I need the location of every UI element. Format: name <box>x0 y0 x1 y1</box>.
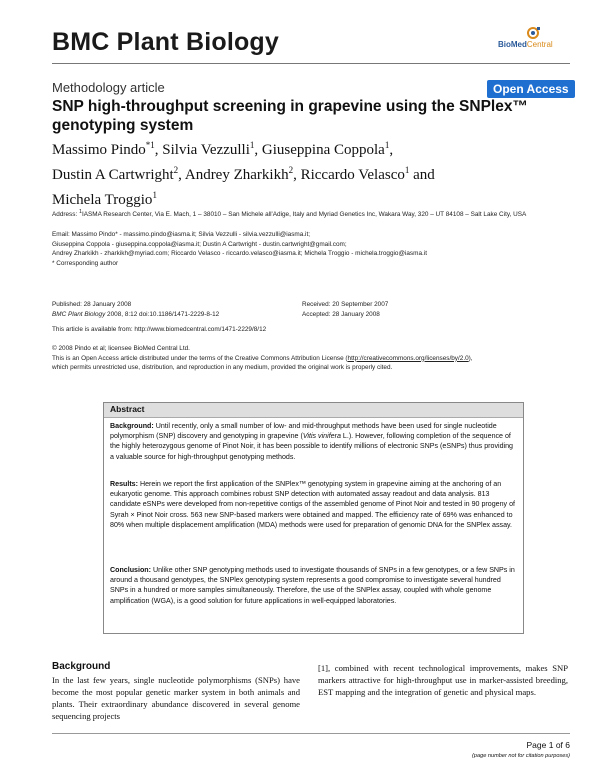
abstract-background: Background: Until recently, only a small number of low- and mid-throughput methods have been used for single nucleotide polymorphism (SNP) discovery and genotyping in grapevine (Vitis vinifera L.). However, following completion of the sequence of the highly heterozygous genome of Pinot Noir, it has been possible to identify millions of electronic SNPs (eSNPs) thus providing a valuable source for high-throughput genotyping methods. <box>110 422 513 461</box>
open-access-badge: Open Access <box>487 80 575 98</box>
biomed-central-logo-icon <box>522 26 544 40</box>
abstract-header <box>104 403 523 418</box>
copyright-block <box>52 344 552 373</box>
author-name[interactable]: Andrey Zharkikh <box>184 167 289 183</box>
email-line[interactable]: Andrey Zharkikh - zharkikh@myriad.com; Riccardo Velasco - riccardo.velasco@iasma.it; Michela Troggio - michela.troggio@iasma.it <box>52 250 427 258</box>
license-text: This is an Open Access article distributed under the terms of the Creative Commons Attribution License (http://creativecommons.org/licenses/by/2.0), <box>52 354 473 362</box>
page-number: Page 1 of 6 <box>526 740 570 750</box>
received-date: Received: 20 September 2007 <box>302 301 389 308</box>
email-line[interactable]: Email: Massimo Pindo* - massimo.pindo@iasma.it; Silvia Vezzulli - silvia.vezzulli@iasma.it; <box>52 231 311 238</box>
license-text-cont: which permits unrestricted use, distribution, and reproduction in any medium, provided the original work is properly cited. <box>52 364 393 372</box>
accepted-date: Accepted: 28 January 2008 <box>302 310 380 318</box>
header-rule <box>52 63 570 64</box>
email-line[interactable]: Giuseppina Coppola - giuseppina.coppola@iasma.it; Dustin A Cartwright - dustin.cartwright@gmail.com; <box>52 240 347 248</box>
published-date: Published: 28 January 2008 <box>52 301 132 308</box>
publication-info <box>52 300 292 319</box>
author-name[interactable]: Giuseppina Coppola <box>261 142 385 158</box>
affiliation: Address: $^1$IASMA Research Center, Via E. Mach, 1 – 38010 – San Michele all'Adige, Italy and Myriad Genetics Inc, Wakara Way, 320 – UT 84108 – Salt Lake City, USA <box>52 209 527 219</box>
abstract-box <box>103 402 524 634</box>
author-name[interactable]: Michela Troggio <box>52 192 153 208</box>
body-left-column: In the last few years, single nucleotide polymorphisms (SNPs) have become the most popular genetic marker system in both animals and plants. Their extraordinary abundance discovered in several genome sequencing projects <box>52 675 300 721</box>
footer-rule <box>52 733 570 734</box>
article-type: Methodology article <box>52 80 165 95</box>
submission-dates <box>302 300 552 319</box>
license-link[interactable]: http://creativecommons.org/licenses/by/2.0 <box>347 354 469 362</box>
logo-biomed: BioMed <box>498 40 527 49</box>
body-right-column: [1], combined with recent technological improvements, makes SNP markers attractive for high-throughput use in marker-assisted breeding, EST mapping and the integration of genetic and physical maps. <box>318 663 568 697</box>
logo-central: Central <box>526 40 553 49</box>
citation: BMC Plant Biology 2008, 8:12 doi:10.1186/1471-2229-8-12 <box>52 310 220 318</box>
abstract-results: Results: Herein we report the first application of the SNPlex™ genotyping system in grapevine aiming at the anchoring of an eukaryotic genome. This approach combines robust SNP detection with automated assay readout and data analysis. 813 candidate eSNPs were developed from non-repetitive contigs of the assembled genome of Pinot Noir and tested in 90 progeny of Syrah × Pinot Noir cross. 563 new SNP-based markers were obtained and mapped. The efficiency rate of 69% was enhanced to 80% when multiple displacement amplification (MDA) methods were used for preparation of genomic DNA for the SNPlex assay. <box>110 480 515 529</box>
author-name[interactable]: Silvia Vezzulli <box>162 142 250 158</box>
article-title: SNP high-throughput screening in grapevine using the SNPlex™ genotyping system <box>52 98 528 134</box>
corresponding-author-note: * Corresponding author <box>52 259 119 267</box>
biomed-central-logo <box>498 26 568 54</box>
author-name[interactable]: Massimo Pindo <box>52 142 146 158</box>
author-emails <box>52 230 552 268</box>
page-note: (page number not for citation purposes) <box>472 753 570 759</box>
author-name[interactable]: Dustin A Cartwright <box>52 167 174 183</box>
abstract-heading: Abstract <box>110 404 145 414</box>
author-list: Massimo Pindo$^{*1}$, Silvia Vezzulli$^1$, Giuseppina Coppola$^1$, Dustin A Cartwright$^2$, Andrey Zharkikh$^2$, Riccardo Velasco$^1$ and Michela Troggio$^1$ <box>52 140 435 208</box>
author-name[interactable]: Riccardo Velasco <box>300 167 405 183</box>
journal-title: BMC Plant Biology <box>52 28 280 56</box>
abstract-conclusion: Conclusion: Unlike other SNP genotyping methods used to investigate thousands of SNPs in a few genotypes, or a few SNPs in around a thousand genotypes, the SNPlex genotyping system represents a good compromise to investigate several hundred SNPs in a hundred or more samples simultaneously. Therefore, the use of the SNPlex assay, coupled with whole genome amplification (WGA), is a good solution for future applications in well-equipped laboratories. <box>110 566 515 605</box>
copyright: © 2008 Pindo et al; licensee BioMed Central Ltd. <box>52 345 190 352</box>
article-url[interactable]: This article is available from: http://www.biomedcentral.com/1471-2229/8/12 <box>52 326 267 333</box>
background-heading: Background <box>52 661 111 672</box>
